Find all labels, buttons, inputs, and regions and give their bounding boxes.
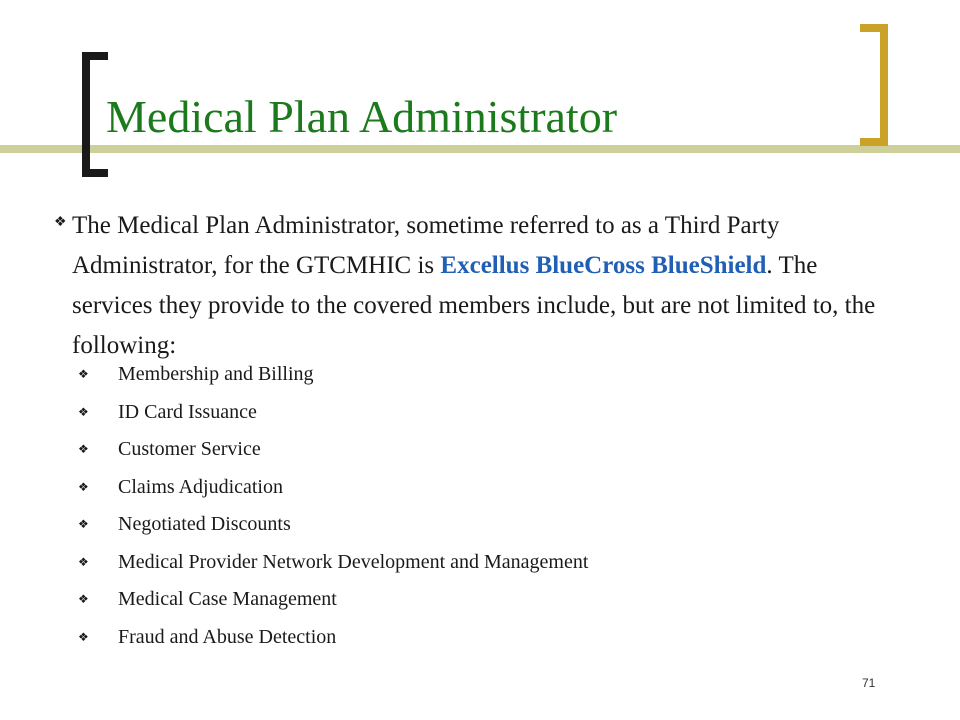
- list-item-label: Medical Provider Network Development and Management: [118, 550, 589, 573]
- list-item-label: Membership and Billing: [118, 363, 314, 386]
- list-item-label: Fraud and Abuse Detection: [118, 625, 337, 648]
- page-number: 71: [862, 676, 876, 690]
- diamond-bullet-icon: ❖: [78, 404, 89, 419]
- provider-name-highlight: Excellus BlueCross BlueShield: [440, 252, 767, 279]
- diamond-bullet-icon: ❖: [78, 554, 89, 569]
- main-bullet-text: [72, 206, 892, 366]
- list-item: [78, 394, 588, 432]
- list-item-label: Customer Service: [118, 438, 261, 461]
- diamond-bullet-icon: ❖: [78, 629, 89, 644]
- list-item: [78, 544, 588, 582]
- list-item-label: Claims Adjudication: [118, 475, 283, 498]
- header-rule: [0, 145, 960, 153]
- list-item: [78, 469, 588, 507]
- list-item-label: Negotiated Discounts: [118, 513, 291, 536]
- list-item: [78, 356, 588, 394]
- diamond-bullet-icon: ❖: [78, 479, 89, 494]
- list-item: [78, 431, 588, 469]
- list-item-label: ID Card Issuance: [118, 400, 257, 423]
- main-text-after: . The services they provide to the covered members include, but are not limited to, the following:: [72, 252, 876, 359]
- list-item: [78, 619, 588, 657]
- diamond-bullet-icon: ❖: [78, 592, 89, 607]
- diamond-bullet-icon: ❖: [78, 517, 89, 532]
- list-item-label: Medical Case Management: [118, 588, 337, 611]
- right-bracket-decoration: [860, 24, 888, 146]
- left-bracket-decoration: [82, 52, 108, 177]
- list-item: [78, 506, 588, 544]
- diamond-bullet-icon: ❖: [54, 215, 67, 230]
- diamond-bullet-icon: ❖: [78, 367, 89, 382]
- main-text-before: The Medical Plan Administrator, sometime referred to as a Third Party Administrator, for the GTCMHIC is: [72, 212, 780, 279]
- list-item: [78, 581, 588, 619]
- slide-title: Medical Plan Administrator: [106, 91, 618, 142]
- services-list: [78, 356, 588, 656]
- diamond-bullet-icon: ❖: [78, 442, 89, 457]
